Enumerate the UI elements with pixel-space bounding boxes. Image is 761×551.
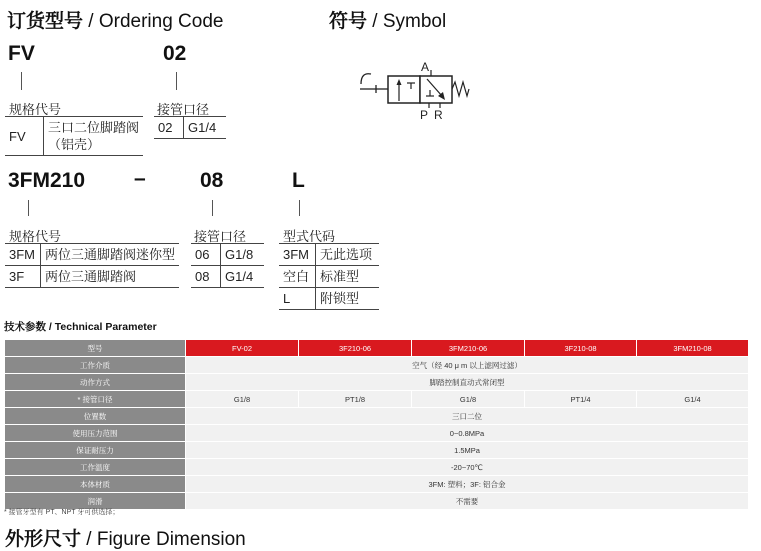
ordering-title-en: Ordering Code bbox=[98, 11, 224, 32]
row-value-material: 3FM: 塑料；3F: 铝合金 bbox=[186, 476, 749, 493]
fm-spec-value-1: 两位三通脚踏阀 bbox=[40, 266, 179, 288]
fv-code: FV bbox=[8, 42, 35, 65]
table-row bbox=[5, 357, 749, 374]
row-value-port-3: PT1/4 bbox=[525, 391, 637, 408]
row-label-positions: 位置数 bbox=[5, 408, 186, 425]
row-value-lubrication: 不需要 bbox=[186, 493, 749, 510]
row-label-port-size: * 接管口径 bbox=[5, 391, 186, 408]
fm-type-value-1: 标准型 bbox=[316, 266, 380, 288]
figure-dimension-title bbox=[5, 524, 246, 551]
port-a-label: A bbox=[421, 60, 430, 74]
fm-type-label: 型式代码 bbox=[283, 229, 336, 244]
table-row bbox=[5, 391, 749, 408]
technical-parameter-table bbox=[4, 339, 749, 510]
symbol-title-en: Symbol bbox=[382, 11, 447, 32]
header-label-cell: 型号 bbox=[5, 340, 186, 357]
row-value-port-2: G1/8 bbox=[412, 391, 525, 408]
technical-title-sep: / bbox=[46, 321, 55, 333]
fm-dash: – bbox=[134, 167, 146, 190]
fv-spec-key: FV bbox=[5, 117, 43, 156]
row-value-port-4: G1/4 bbox=[637, 391, 749, 408]
fm-port-label: 接管口径 bbox=[194, 229, 247, 244]
fm-spec-table bbox=[5, 243, 179, 288]
row-label-temperature: 工作温度 bbox=[5, 459, 186, 476]
fm-type-connector bbox=[299, 200, 300, 216]
symbol-title bbox=[329, 6, 446, 33]
table-row bbox=[5, 374, 749, 391]
model-header-3: 3F210-08 bbox=[525, 340, 637, 357]
pedal-actuator-icon bbox=[361, 74, 371, 84]
fm-port-table bbox=[191, 243, 264, 288]
fm-spec-label: 规格代号 bbox=[9, 229, 62, 244]
technical-title bbox=[4, 319, 157, 334]
fm-code: 3FM210 bbox=[8, 169, 86, 192]
table-row bbox=[5, 408, 749, 425]
row-label-action: 动作方式 bbox=[5, 374, 186, 391]
fm-spec-key-0: 3FM bbox=[5, 244, 40, 266]
row-value-port-1: PT1/8 bbox=[299, 391, 412, 408]
port-r-label: R bbox=[434, 108, 443, 122]
fm-port-code: 08 bbox=[200, 169, 224, 192]
thread-type-note: * 接管牙型有 PT、NPT 牙可供选择； bbox=[4, 509, 120, 516]
fm-spec-value-0: 两位三通脚踏阀迷你型 bbox=[40, 244, 179, 266]
fv-code-connector bbox=[21, 72, 22, 90]
spring-return-icon bbox=[452, 82, 469, 96]
fm-type-value-0: 无此选项 bbox=[316, 244, 380, 266]
fv-port-key: 02 bbox=[154, 117, 184, 139]
technical-title-cn: 技术参数 bbox=[4, 321, 46, 333]
figure-title-en: Figure Dimension bbox=[96, 529, 246, 550]
table-row bbox=[5, 425, 749, 442]
fm-type-code: L bbox=[292, 169, 305, 192]
fv-port-code: 02 bbox=[163, 42, 187, 65]
row-value-pressure-range: 0~0.8MPa bbox=[186, 425, 749, 442]
row-label-material: 本体材质 bbox=[5, 476, 186, 493]
ordering-title-cn: 订货型号 bbox=[7, 11, 84, 32]
fv-spec-value bbox=[43, 117, 143, 156]
row-value-action: 脚踏控制直动式常闭型 bbox=[186, 374, 749, 391]
fv-port-label: 接管口径 bbox=[157, 102, 210, 117]
row-value-proof-pressure: 1.5MPa bbox=[186, 442, 749, 459]
fm-port-value-1: G1/4 bbox=[221, 266, 265, 288]
fm-type-key-2: L bbox=[279, 288, 316, 310]
fm-port-connector bbox=[212, 200, 213, 216]
fv-port-table bbox=[154, 116, 226, 139]
technical-title-en: Technical Parameter bbox=[54, 321, 157, 333]
figure-title-cn: 外形尺寸 bbox=[5, 529, 82, 550]
fv-spec-value-line1: 三口二位脚踏阀 bbox=[47, 120, 139, 135]
model-header-4: 3FM210-08 bbox=[637, 340, 749, 357]
row-label-medium: 工作介质 bbox=[5, 357, 186, 374]
model-header-2: 3FM210-06 bbox=[412, 340, 525, 357]
ordering-code-title bbox=[7, 6, 223, 33]
row-value-medium: 空气（经 40 μ m 以上滤网过滤） bbox=[186, 357, 749, 374]
fv-spec-value-line2: （铝壳） bbox=[47, 137, 100, 152]
table-row bbox=[5, 442, 749, 459]
symbol-title-sep: / bbox=[367, 11, 383, 32]
row-label-pressure-range: 使用压力范围 bbox=[5, 425, 186, 442]
model-header-0: FV-02 bbox=[186, 340, 299, 357]
model-header-1: 3F210-06 bbox=[299, 340, 412, 357]
fv-spec-table bbox=[5, 116, 143, 156]
table-row bbox=[5, 459, 749, 476]
table-header-row bbox=[5, 340, 749, 357]
row-value-port-0: G1/8 bbox=[186, 391, 299, 408]
row-value-positions: 三口二位 bbox=[186, 408, 749, 425]
fm-spec-key-1: 3F bbox=[5, 266, 40, 288]
ordering-title-sep: / bbox=[83, 11, 99, 32]
row-label-lubrication: 润滑 bbox=[5, 493, 186, 510]
fm-port-value-0: G1/8 bbox=[221, 244, 265, 266]
symbol-title-cn: 符号 bbox=[329, 11, 368, 32]
port-p-label: P bbox=[420, 108, 429, 122]
figure-title-sep: / bbox=[81, 529, 97, 550]
fm-code-connector bbox=[28, 200, 29, 216]
fm-port-key-0: 06 bbox=[191, 244, 221, 266]
fm-port-key-1: 08 bbox=[191, 266, 221, 288]
valve-symbol-diagram bbox=[358, 60, 470, 122]
row-label-proof-pressure: 保证耐压力 bbox=[5, 442, 186, 459]
row-value-temperature: -20~70℃ bbox=[186, 459, 749, 476]
fm-type-key-1: 空白 bbox=[279, 266, 316, 288]
fv-port-value: G1/4 bbox=[184, 117, 227, 139]
table-row bbox=[5, 476, 749, 493]
fm-type-value-2: 附锁型 bbox=[316, 288, 380, 310]
fm-type-key-0: 3FM bbox=[279, 244, 316, 266]
valve-position-box-left bbox=[388, 76, 420, 103]
fv-spec-label: 规格代号 bbox=[9, 102, 62, 117]
fv-port-connector bbox=[176, 72, 177, 90]
fm-type-table bbox=[279, 243, 379, 310]
